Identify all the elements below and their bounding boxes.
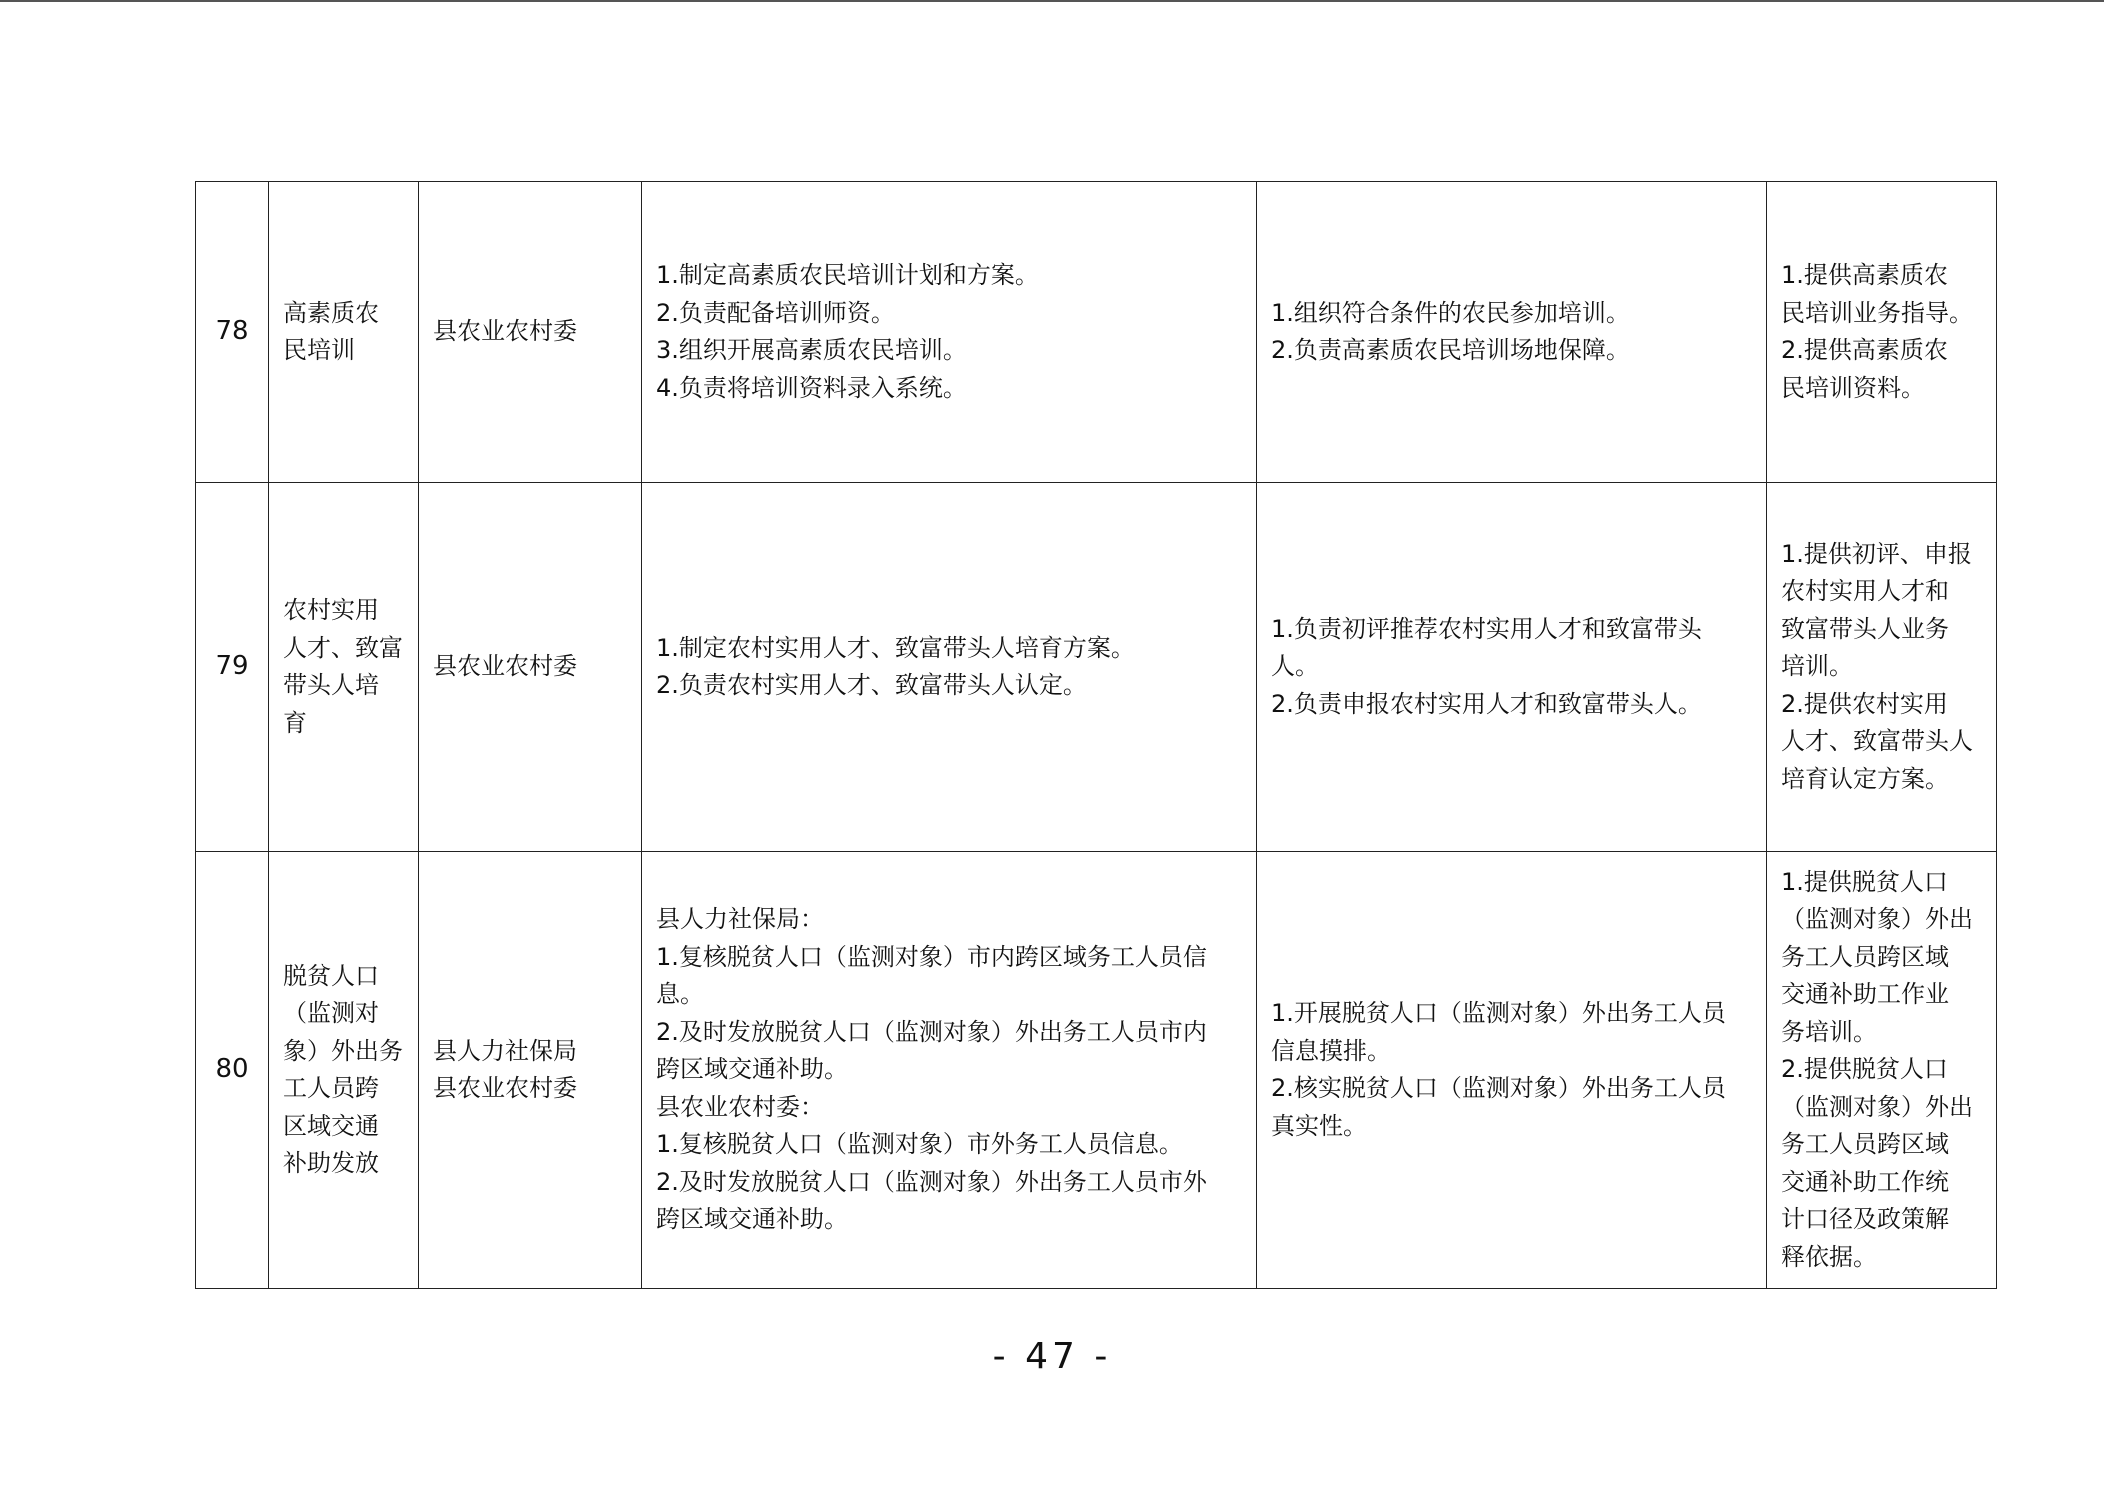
cell-text-line: 2.提供农村实用 bbox=[1781, 689, 1948, 718]
support-cell bbox=[1767, 852, 1997, 1289]
cell-text-line: 象）外出务 bbox=[283, 1036, 403, 1065]
cell-text-line: 2.提供脱贫人口 bbox=[1781, 1055, 1948, 1084]
cell-text-line: 计口径及政策解 bbox=[1781, 1205, 1949, 1234]
cell-text-line: 致富带头人业务 bbox=[1781, 614, 1949, 643]
cell-text-line: 释依据。 bbox=[1781, 1242, 1877, 1271]
cell-text-line: 县人力社保局： bbox=[656, 905, 824, 934]
cell-text-line: 1.提供高素质农 bbox=[1781, 261, 1948, 289]
cell-text-line: 1.提供初评、申报 bbox=[1781, 539, 1972, 568]
cell-text-line: 县农业农村委： bbox=[656, 1092, 824, 1121]
row-number: 79 bbox=[196, 483, 269, 852]
town-duty-cell bbox=[1257, 852, 1767, 1289]
table-row bbox=[196, 182, 1997, 483]
cell-text-line: 脱贫人口 bbox=[283, 961, 379, 990]
row-number: 80 bbox=[196, 852, 269, 1289]
item-name-cell bbox=[269, 852, 419, 1289]
town-duty-cell bbox=[1257, 483, 1767, 852]
cell-text-line: 3.组织开展高素质农民培训。 bbox=[656, 336, 967, 364]
cell-text-line: 补助发放 bbox=[283, 1149, 379, 1177]
cell-text-line: （监测对象）外出 bbox=[1781, 1092, 1973, 1121]
cell-text-line: 跨区域交通补助。 bbox=[656, 1205, 848, 1234]
cell-text-line: 1.复核脱贫人口（监测对象）市外务工人员信息。 bbox=[656, 1130, 1183, 1159]
cell-text-line: 县农业农村委 bbox=[433, 1074, 577, 1102]
table-row bbox=[196, 483, 1997, 852]
cell-text-line: 1.制定高素质农民培训计划和方案。 bbox=[656, 261, 1039, 289]
cell-text-line: 2.及时发放脱贫人口（监测对象）外出务工人员市内 bbox=[656, 1017, 1207, 1046]
cell-text-line: 高素质农 bbox=[283, 298, 379, 327]
town-duty-cell bbox=[1257, 182, 1767, 483]
cell-text-line: 1.制定农村实用人才、致富带头人培育方案。 bbox=[656, 633, 1135, 662]
cell-text-line: 育 bbox=[283, 708, 307, 737]
cell-text-line: 真实性。 bbox=[1271, 1111, 1367, 1140]
cell-text-line: 交通补助工作统 bbox=[1781, 1167, 1949, 1196]
cell-text-line: 2.提供高素质农 bbox=[1781, 336, 1948, 364]
support-cell bbox=[1767, 182, 1997, 483]
cell-text-line: 县农业农村委 bbox=[433, 652, 577, 681]
cell-text-line: 区域交通 bbox=[283, 1111, 379, 1140]
cell-text-line: 务工人员跨区域 bbox=[1781, 942, 1949, 971]
cell-text-line: 县人力社保局 bbox=[433, 1036, 577, 1065]
responsibility-table bbox=[195, 181, 1997, 1289]
cell-text-line: 1.提供脱贫人口 bbox=[1781, 867, 1948, 896]
cell-text-line: （监测对 bbox=[283, 999, 379, 1027]
table-row bbox=[196, 852, 1997, 1289]
cell-text-line: 人。 bbox=[1271, 652, 1319, 681]
cell-text-line: 务工人员跨区域 bbox=[1781, 1130, 1949, 1159]
cell-text-line: 2.负责农村实用人才、致富带头人认定。 bbox=[656, 671, 1087, 699]
department-cell bbox=[419, 182, 642, 483]
item-name-cell bbox=[269, 483, 419, 852]
cell-text-line: 民培训资料。 bbox=[1781, 373, 1925, 402]
cell-text-line: 培训。 bbox=[1781, 652, 1853, 681]
cell-text-line: 人才、致富带头人 bbox=[1781, 727, 1973, 756]
cell-text-line: 2.及时发放脱贫人口（监测对象）外出务工人员市外 bbox=[656, 1167, 1207, 1196]
department-cell bbox=[419, 483, 642, 852]
cell-text-line: 农村实用 bbox=[283, 596, 379, 624]
cell-text-line: 2.核实脱贫人口（监测对象）外出务工人员 bbox=[1271, 1074, 1726, 1102]
support-cell bbox=[1767, 483, 1997, 852]
page-number: - 47 - bbox=[992, 1336, 1112, 1377]
cell-text-line: 2.负责配备培训师资。 bbox=[656, 298, 895, 327]
cell-text-line: 人才、致富 bbox=[283, 633, 403, 662]
department-cell bbox=[419, 852, 642, 1289]
county-duty-cell bbox=[642, 483, 1257, 852]
item-name-cell bbox=[269, 182, 419, 483]
cell-text-line: （监测对象）外出 bbox=[1781, 905, 1973, 934]
cell-text-line: 农村实用人才和 bbox=[1781, 577, 1949, 606]
cell-text-line: 跨区域交通补助。 bbox=[656, 1055, 848, 1084]
cell-text-line: 民培训 bbox=[283, 336, 355, 364]
page-top-border bbox=[0, 0, 2104, 2]
cell-text-line: 交通补助工作业 bbox=[1781, 980, 1949, 1009]
county-duty-cell bbox=[642, 852, 1257, 1289]
cell-text-line: 民培训业务指导。 bbox=[1781, 298, 1973, 327]
cell-text-line: 2.负责高素质农民培训场地保障。 bbox=[1271, 336, 1630, 364]
cell-text-line: 1.复核脱贫人口（监测对象）市内跨区域务工人员信 bbox=[656, 942, 1207, 971]
cell-text-line: 1.开展脱贫人口（监测对象）外出务工人员 bbox=[1271, 999, 1726, 1027]
cell-text-line: 培育认定方案。 bbox=[1781, 764, 1949, 793]
cell-text-line: 带头人培 bbox=[283, 671, 379, 699]
cell-text-line: 2.负责申报农村实用人才和致富带头人。 bbox=[1271, 689, 1702, 718]
cell-text-line: 息。 bbox=[656, 980, 704, 1009]
county-duty-cell bbox=[642, 182, 1257, 483]
cell-text-line: 1.负责初评推荐农村实用人才和致富带头 bbox=[1271, 614, 1702, 643]
cell-text-line: 县农业农村委 bbox=[433, 317, 577, 346]
cell-text-line: 1.组织符合条件的农民参加培训。 bbox=[1271, 298, 1630, 327]
cell-text-line: 务培训。 bbox=[1781, 1017, 1877, 1046]
cell-text-line: 工人员跨 bbox=[283, 1074, 379, 1102]
cell-text-line: 信息摸排。 bbox=[1271, 1036, 1391, 1065]
cell-text-line: 4.负责将培训资料录入系统。 bbox=[656, 373, 967, 402]
row-number: 78 bbox=[196, 182, 269, 483]
